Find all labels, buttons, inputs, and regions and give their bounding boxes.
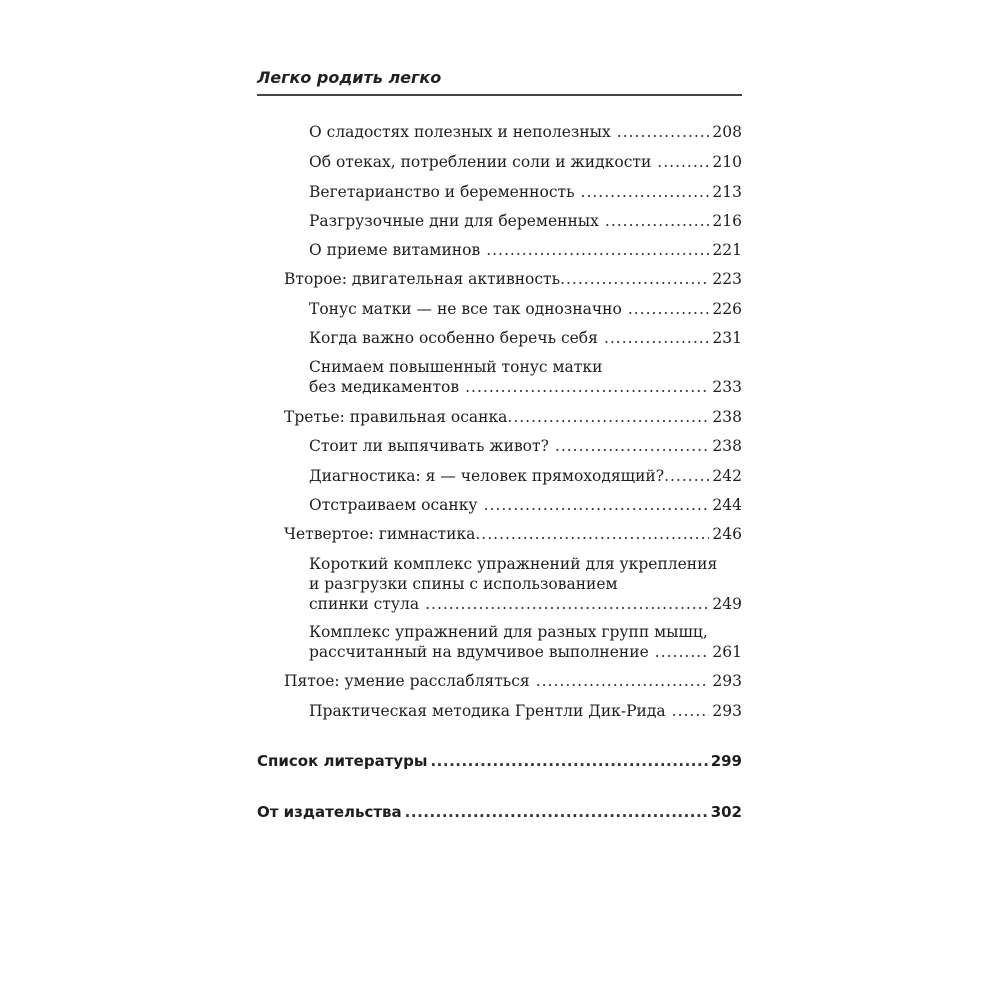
toc-page-number: 293 [712,702,742,720]
toc-page-number: 208 [712,123,742,141]
toc-entry-title: спинки стула [309,595,420,613]
toc-entry-motor-activity[interactable] [284,269,742,289]
toc-page-number: 302 [710,803,742,821]
dot-leader [672,701,710,721]
dot-leader [430,751,708,771]
dot-leader [664,466,709,486]
toc-entry-title: Об отеках, потреблении соли и жидкости [309,153,652,171]
toc-entry-from-publisher[interactable] [257,802,742,822]
toc-entry-title-line: Короткий комплекс упражнений для укрепления [309,555,718,573]
dot-leader [507,407,709,427]
toc-page-number: 216 [712,212,742,230]
toc-page-number: 223 [712,270,742,288]
toc-page-number: 238 [712,408,742,426]
toc-entry-title: Второе: двигательная активность [284,270,561,288]
toc-entry-title: Стоит ли выпячивать живот? [309,437,549,455]
toc-entry-title: Когда важно особенно беречь себя [309,329,598,347]
toc-entry-dick-read-method[interactable] [309,701,742,721]
dot-leader [425,594,709,614]
dot-leader [560,269,709,289]
toc-entry-title: Диагностика: я — человек прямоходящий? [309,467,665,485]
dot-leader [605,211,710,231]
toc-entry-edema[interactable] [309,152,742,172]
toc-entry-title: От издательства [257,803,402,821]
toc-entry-title: Вегетарианство и беременность [309,183,575,201]
toc-page-number: 233 [712,378,742,396]
running-head: Легко родить легко [257,68,442,87]
toc-entry-title: Пятое: умение расслабляться [284,672,530,690]
toc-entry-reduce-tone[interactable] [309,357,742,397]
dot-leader [405,802,709,822]
toc-entry-title: Разгрузочные дни для беременных [309,212,599,230]
toc-entry-uterine-tone[interactable] [309,299,742,319]
toc-page-number: 238 [712,437,742,455]
dot-leader [555,436,710,456]
toc-entry-relaxation[interactable] [284,671,742,691]
toc-entry-title: Четвертое: гимнастика [284,525,476,543]
toc-page-number: 299 [710,752,742,770]
toc-entry-take-care[interactable] [309,328,742,348]
toc-entry-posture-building[interactable] [309,495,742,515]
toc-page-number: 242 [712,467,742,485]
dot-leader [657,152,709,172]
toc-entry-muscle-complex[interactable] [309,622,742,662]
dot-leader [628,299,710,319]
toc-entry-title-line: Снимаем повышенный тонус матки [309,358,603,376]
toc-entry-title: О приеме витаминов [309,241,481,259]
toc-entry-diagnostics[interactable] [309,466,742,486]
toc-entry-sweets[interactable] [309,122,742,142]
dot-leader [475,524,709,544]
dot-leader [465,377,709,397]
toc-page-number: 210 [712,153,742,171]
toc-page-number: 226 [712,300,742,318]
toc-page-number: 213 [712,183,742,201]
dot-leader [655,642,710,662]
dot-leader [604,328,709,348]
toc-entry-title-line: и разгрузки спины с использованием [309,575,618,593]
toc-entry-title: без медикаментов [309,378,460,396]
toc-entry-title: Практическая методика Грентли Дик-Рида [309,702,666,720]
toc-entry-title: Тонус матки — не все так однозначно [309,300,622,318]
toc-entry-bibliography[interactable] [257,751,742,771]
toc-page-number: 261 [712,643,742,661]
toc-entry-title: О сладостях полезных и неполезных [309,123,611,141]
dot-leader [486,240,709,260]
toc-page-number: 221 [712,241,742,259]
toc-page-number: 231 [712,329,742,347]
toc-entry-short-complex[interactable] [309,554,742,614]
toc-entry-title: рассчитанный на вдумчивое выполнение [309,643,649,661]
toc-entry-gymnastics[interactable] [284,524,742,544]
header-rule [257,94,742,96]
dot-leader [581,182,710,202]
toc-entry-posture[interactable] [284,407,742,427]
toc-page-number: 246 [712,525,742,543]
toc-entry-title-line: Комплекс упражнений для разных групп мышц, [309,623,708,641]
toc-entry-vegetarianism[interactable] [309,182,742,202]
toc-page-number: 244 [712,496,742,514]
toc-entry-title: Список литературы [257,752,428,770]
toc-entry-belly[interactable] [309,436,742,456]
dot-leader [536,671,710,691]
dot-leader [484,495,710,515]
dot-leader [617,122,710,142]
toc-entry-title: Третье: правильная осанка [284,408,508,426]
toc-entry-title: Отстраиваем осанку [309,496,478,514]
toc-page-number: 249 [712,595,742,613]
toc-page-number: 293 [712,672,742,690]
toc-entry-vitamins[interactable] [309,240,742,260]
toc-entry-fasting-days[interactable] [309,211,742,231]
